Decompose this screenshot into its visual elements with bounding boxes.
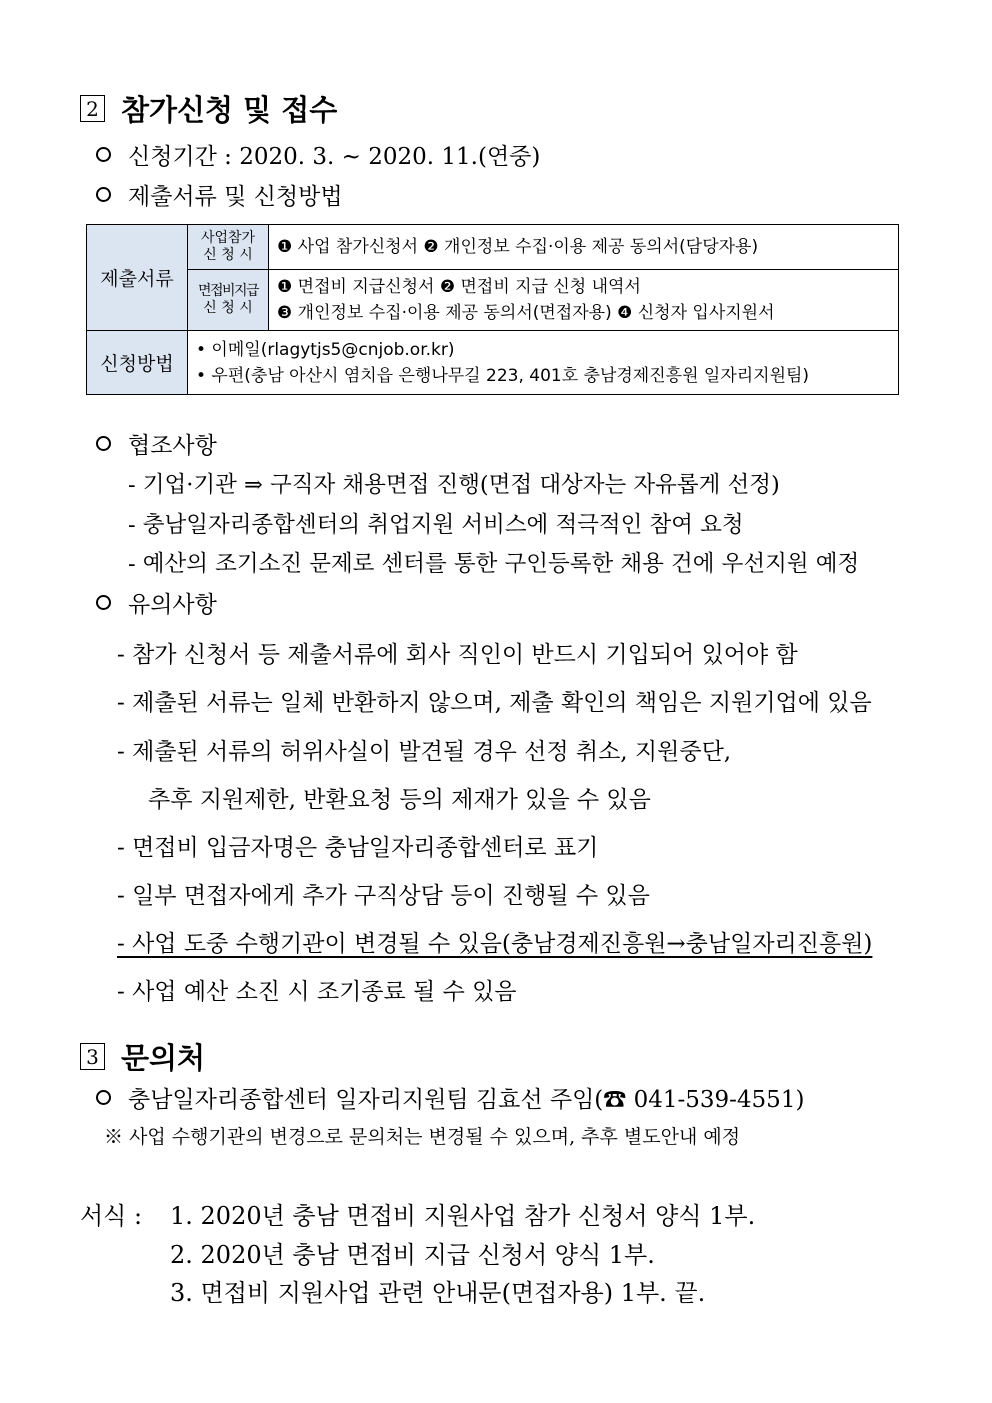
row-label-2: 신 청 시 (203, 247, 253, 263)
coop-heading-line (96, 427, 217, 460)
coop-heading-text: 협조사항 (128, 433, 217, 459)
section3-heading (80, 1036, 205, 1077)
section3-number: 3 (80, 1043, 105, 1070)
note-item: - 제출된 서류는 일체 반환하지 않으며, 제출 확인의 책임은 지원기업에 있음 (117, 690, 872, 716)
table-row (87, 225, 899, 270)
row-content-line: ❶ 면접비 지급신청서 ❷ 면접비 지급 신청 내역서 (277, 277, 641, 297)
method-content-cell (188, 331, 899, 395)
row-label-2: 신 청 시 (203, 300, 253, 316)
circle-bullet-icon (96, 595, 111, 610)
row-label-1: 사업참가 (200, 230, 256, 246)
note-item: - 제출된 서류의 허위사실이 발견될 경우 선정 취소, 지원중단, (117, 739, 732, 765)
row-content-line: ❶ 사업 참가신청서 ❷ 개인정보 수집·이용 제공 동의서(담당자용) (277, 237, 759, 257)
row-label-1: 면접비지급 (197, 283, 259, 299)
coop-item: - 기업·기관 ⇒ 구직자 채용면접 진행(면접 대상자는 자유롭게 선정) (128, 472, 780, 498)
note-item: 추후 지원제한, 반환요청 등의 제재가 있을 수 있음 (148, 787, 651, 813)
section2-number: 2 (80, 95, 105, 122)
coop-item: - 충남일자리종합센터의 취업지원 서비스에 적극적인 참여 요청 (128, 512, 744, 538)
method-header-cell: 신청방법 (87, 331, 188, 395)
circle-bullet-icon (96, 436, 111, 451)
form-item: 3. 면접비 지원사업 관련 안내문(면접자용) 1부. 끝. (170, 1279, 706, 1307)
docs-header-cell: 제출서류 (87, 225, 188, 331)
section3-title: 문의처 (121, 1041, 206, 1075)
forms-label: 서식 : (80, 1202, 143, 1230)
contact-remark: ※ 사업 수행기관의 변경으로 문의처는 변경될 수 있으며, 추후 별도안내 예정 (104, 1126, 741, 1148)
form-item: 2. 2020년 충남 면접비 지급 신청서 양식 1부. (170, 1241, 655, 1269)
section2-heading (80, 88, 337, 129)
row-label-cell (188, 270, 269, 331)
note-item: - 면접비 입금자명은 충남일자리종합센터로 표기 (117, 835, 599, 861)
docs-heading-text: 제출서류 및 신청방법 (128, 184, 343, 210)
circle-bullet-icon (96, 1090, 111, 1105)
notes-heading-line (96, 586, 217, 619)
note-item: - 사업 예산 소진 시 조기종료 될 수 있음 (117, 979, 517, 1005)
method-line: • 이메일(rlagytjs5@cnjob.or.kr) (196, 339, 455, 360)
notes-heading-text: 유의사항 (128, 592, 217, 618)
row-content-cell (269, 225, 899, 270)
table-row (87, 270, 899, 331)
period-text: 신청기간 : 2020. 3. ~ 2020. 11.(연중) (128, 144, 541, 170)
row-content-cell (269, 270, 899, 331)
section2-title: 참가신청 및 접수 (121, 93, 338, 127)
method-line: • 우편(충남 아산시 염치읍 은행나무길 223, 401호 충남경제진흥원 일자리지원팀) (196, 365, 810, 386)
contact-text: 충남일자리종합센터 일자리지원팀 김효선 주임(☎ 041-539-4551) (128, 1087, 805, 1113)
row-content-line: ❸ 개인정보 수집·이용 제공 동의서(면접자용) ❹ 신청자 입사지원서 (277, 303, 775, 323)
contact-line (96, 1081, 804, 1114)
table-row (87, 331, 899, 395)
circle-bullet-icon (96, 187, 111, 202)
row-label-cell (188, 225, 269, 270)
note-item-text: - 사업 도중 수행기관이 변경될 수 있음(충남경제진흥원→충남일자리진흥원) (117, 931, 873, 957)
docs-table (86, 224, 899, 395)
note-item: - 참가 신청서 등 제출서류에 회사 직인이 반드시 기입되어 있어야 함 (117, 642, 798, 668)
note-item-underlined (117, 925, 872, 958)
coop-item: - 예산의 조기소진 문제로 센터를 통한 구인등록한 채용 건에 우선지원 예정 (128, 551, 860, 577)
period-line (96, 138, 540, 171)
note-item: - 일부 면접자에게 추가 구직상담 등이 진행될 수 있음 (117, 883, 650, 909)
docs-heading-line (96, 178, 343, 211)
circle-bullet-icon (96, 147, 111, 162)
form-item: 1. 2020년 충남 면접비 지원사업 참가 신청서 양식 1부. (170, 1202, 756, 1230)
